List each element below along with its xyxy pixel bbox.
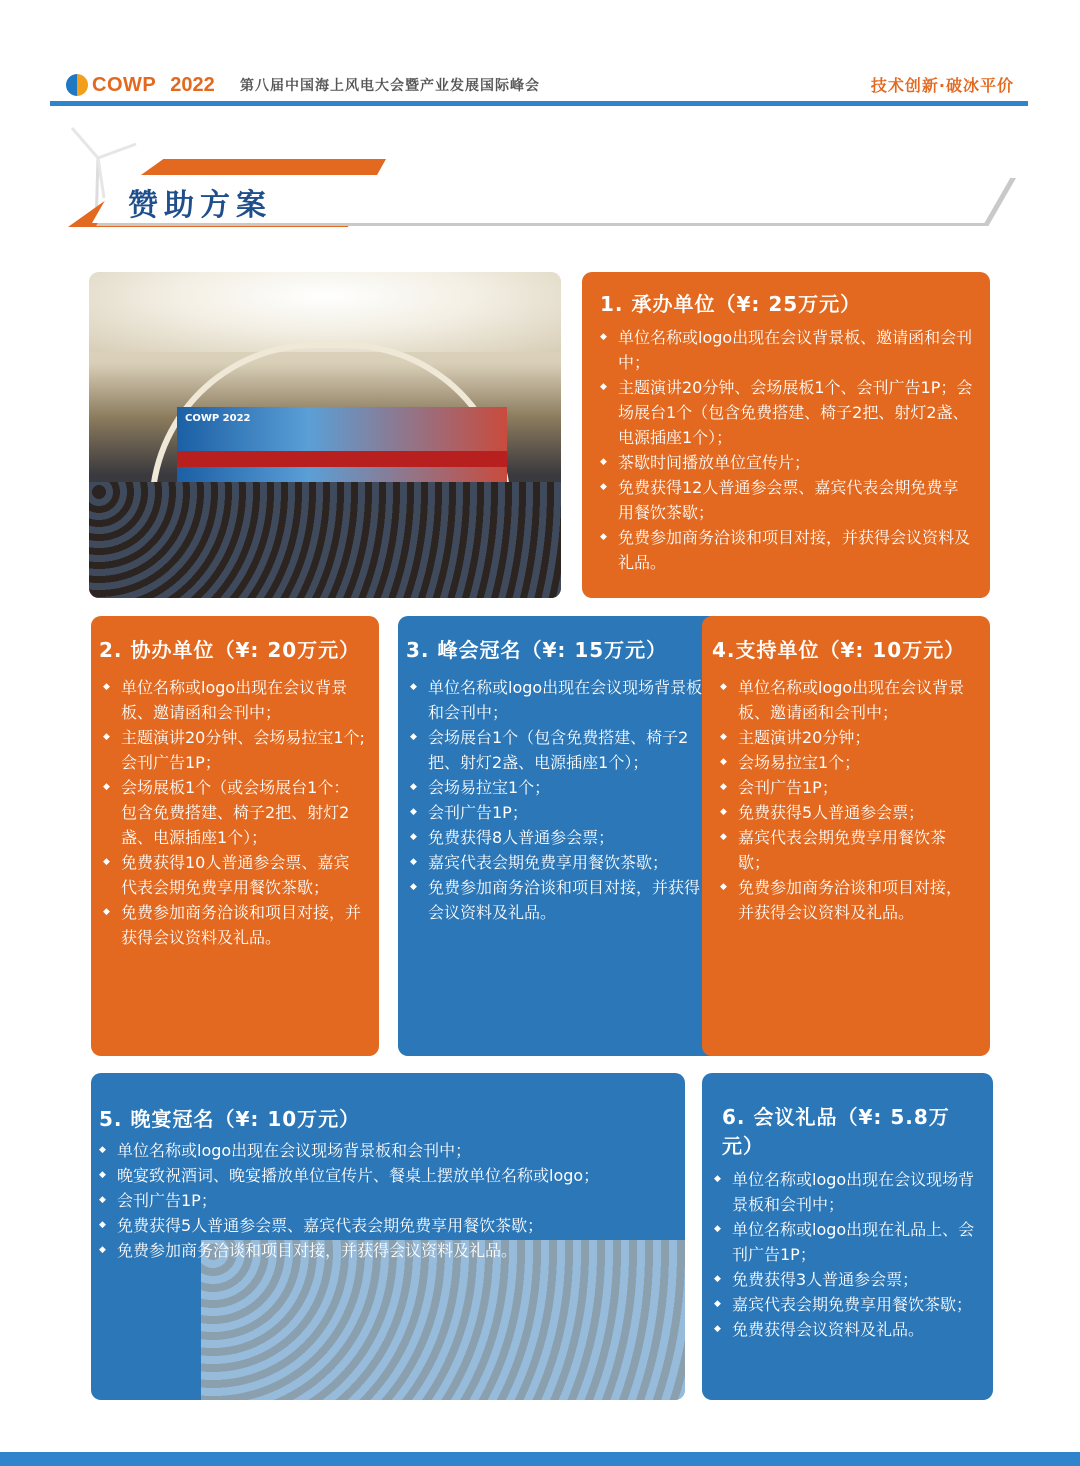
cowp-logo <box>66 70 215 100</box>
logo-year: 2022 <box>170 73 215 96</box>
audience <box>89 482 561 598</box>
package-card-4 <box>702 616 990 1056</box>
list-item: ◆ 单位名称或logo出现在会议现场背景板和会刊中； <box>410 675 706 725</box>
conference-title: 第八届中国海上风电大会暨产业发展国际峰会 <box>240 78 540 94</box>
list-item: ◆ 免费参加商务洽谈和项目对接，并获得会议资料及礼品。 <box>720 875 976 925</box>
package-items <box>600 325 974 575</box>
list-item: ◆ 免费获得会议资料及礼品。 <box>714 1317 981 1342</box>
list-item: ◆ 免费获得10人普通参会票、嘉宾代表会期免费享用餐饮茶歇； <box>103 850 365 900</box>
list-item: ◆ 免费参加商务洽谈和项目对接，并获得会议资料及礼品。 <box>103 900 365 950</box>
ceiling-lights <box>89 272 561 352</box>
package-title: 1. 承办单位（¥: 25万元） <box>600 292 862 316</box>
list-item: ◆ 单位名称或logo出现在会议背景板、邀请函和会刊中； <box>600 325 974 375</box>
list-item: ◆ 免费参加商务洽谈和项目对接，并获得会议资料及礼品。 <box>99 1238 671 1263</box>
list-item: ◆ 晚宴致祝酒词、晚宴播放单位宣传片、餐桌上摆放单位名称或logo； <box>99 1163 671 1188</box>
list-item: ◆ 会刊广告1P； <box>99 1188 671 1213</box>
package-card-2 <box>91 616 379 1056</box>
list-item: ◆ 单位名称或logo出现在会议背景板、邀请函和会刊中； <box>720 675 976 725</box>
cowp-logo-icon <box>66 74 88 96</box>
logo-text: COWP <box>92 73 157 96</box>
section-title: 赞助方案 <box>128 188 272 223</box>
list-item: ◆ 免费获得5人普通参会票； <box>720 800 976 825</box>
footer-bar <box>0 1452 1080 1466</box>
list-item: ◆ 嘉宾代表会期免费享用餐饮茶歇； <box>720 825 976 875</box>
package-card-6 <box>702 1073 993 1400</box>
list-item: ◆ 免费获得12人普通参会票、嘉宾代表会期免费享用餐饮茶歇； <box>600 475 974 525</box>
screen-logo: COWP 2022 <box>185 413 251 424</box>
package-items <box>712 675 976 925</box>
list-item: ◆ 免费参加商务洽谈和项目对接，并获得会议资料及礼品。 <box>600 525 974 575</box>
header-divider <box>50 101 1028 106</box>
list-item: ◆ 单位名称或logo出现在礼品上、会刊广告1P； <box>714 1217 981 1267</box>
conference-photo <box>89 272 561 598</box>
list-item: ◆ 免费获得8人普通参会票； <box>410 825 706 850</box>
package-items <box>406 675 706 925</box>
package-title: 6. 会议礼品（¥: 5.8万元） <box>722 1105 950 1158</box>
slogan: 技术创新·破冰平价 <box>870 76 1014 95</box>
list-item: ◆ 免费获得5人普通参会票、嘉宾代表会期免费享用餐饮茶歇； <box>99 1213 671 1238</box>
crowd-photo <box>201 1240 685 1400</box>
package-items <box>99 675 365 950</box>
list-item: ◆ 免费参加商务洽谈和项目对接，并获得会议资料及礼品。 <box>410 875 706 925</box>
list-item: ◆ 会场展板1个（或会场展台1个：包含免费搭建、椅子2把、射灯2盏、电源插座1个）； <box>103 775 365 850</box>
package-title: 4.支持单位（¥: 10万元） <box>712 638 966 662</box>
stage-screen <box>177 407 507 489</box>
package-card-5 <box>91 1073 685 1400</box>
list-item: ◆ 会刊广告1P； <box>720 775 976 800</box>
list-item: ◆ 嘉宾代表会期免费享用餐饮茶歇； <box>714 1292 981 1317</box>
list-item: ◆ 嘉宾代表会期免费享用餐饮茶歇； <box>410 850 706 875</box>
list-item: ◆ 会场展台1个（包含免费搭建、椅子2把、射灯2盏、电源插座1个）； <box>410 725 706 775</box>
package-items <box>99 1138 671 1263</box>
package-card-1 <box>582 272 990 598</box>
package-card-3 <box>398 616 720 1056</box>
package-title: 5. 晚宴冠名（¥: 10万元） <box>99 1107 361 1131</box>
list-item: ◆ 单位名称或logo出现在会议现场背景板和会刊中； <box>714 1167 981 1217</box>
list-item: ◆ 免费获得3人普通参会票； <box>714 1267 981 1292</box>
list-item: ◆ 主题演讲20分钟、会场易拉宝1个;会刊广告1P； <box>103 725 365 775</box>
list-item: ◆ 单位名称或logo出现在会议现场背景板和会刊中； <box>99 1138 671 1163</box>
package-items <box>714 1167 981 1342</box>
package-title: 2. 协办单位（¥: 20万元） <box>99 638 361 662</box>
screen-banner <box>177 451 507 467</box>
list-item: ◆ 茶歇时间播放单位宣传片； <box>600 450 974 475</box>
list-item: ◆ 主题演讲20分钟、会场展板1个、会刊广告1P；会场展台1个（包含免费搭建、椅子2把、射灯2盏、电源插座1个）； <box>600 375 974 450</box>
list-item: ◆ 会场易拉宝1个； <box>410 775 706 800</box>
list-item: ◆ 主题演讲20分钟； <box>720 725 976 750</box>
list-item: ◆ 单位名称或logo出现在会议背景板、邀请函和会刊中； <box>103 675 365 725</box>
list-item: ◆ 会刊广告1P； <box>410 800 706 825</box>
list-item: ◆ 会场易拉宝1个； <box>720 750 976 775</box>
package-title: 3. 峰会冠名（¥: 15万元） <box>406 638 668 662</box>
